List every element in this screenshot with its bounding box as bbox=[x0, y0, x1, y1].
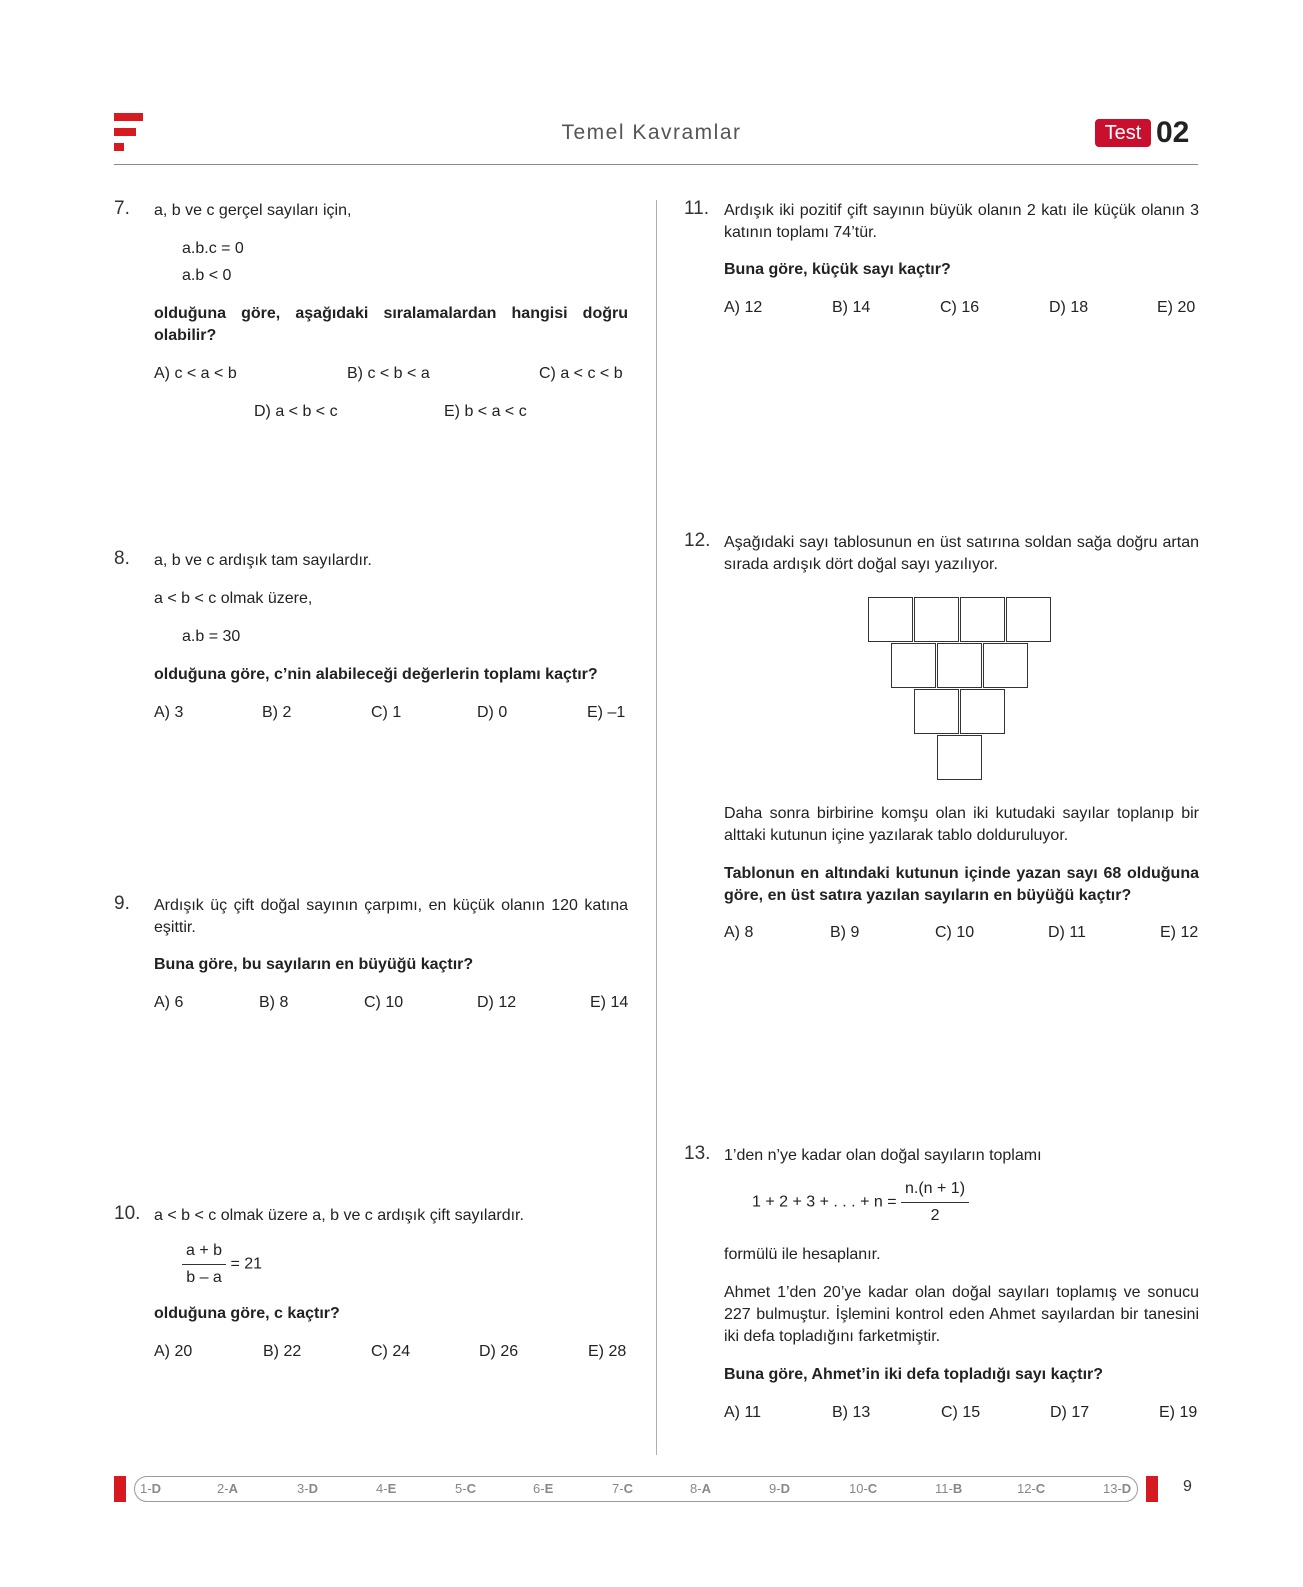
q13-number: 13. bbox=[684, 1143, 711, 1164]
pyramid-box bbox=[983, 643, 1028, 688]
q11-number: 11. bbox=[684, 198, 710, 219]
answer-key-answer: C bbox=[466, 1481, 476, 1496]
q11-choice-b: B) 14 bbox=[832, 299, 871, 316]
q13-intro: 1’den n’ye kadar olan doğal sayıların toplamı bbox=[724, 1147, 1042, 1164]
pyramid-box bbox=[1006, 597, 1051, 642]
q7-question: olduğuna göre, aşağıdaki sıralamalardan hangisi doğru olabilir? bbox=[154, 305, 628, 344]
q10-intro: a < b < c olmak üzere a, b ve c ardışık çift sayılardır. bbox=[154, 1207, 524, 1224]
q8-choice-e: E) –1 bbox=[587, 704, 626, 721]
answer-key-item bbox=[376, 1481, 396, 1496]
answer-key-question-number: 7- bbox=[612, 1481, 624, 1496]
q9-choice-b: B) 8 bbox=[259, 994, 289, 1011]
q13-formula-lhs: 1 + 2 + 3 + . . . + n = bbox=[752, 1193, 897, 1211]
q11-choice-e: E) 20 bbox=[1157, 299, 1196, 316]
column-divider bbox=[656, 200, 657, 1455]
q10-question: olduğuna göre, c kaçtır? bbox=[154, 1305, 340, 1322]
q9-question: Buna göre, bu sayıların en büyüğü kaçtır? bbox=[154, 956, 474, 973]
q10-number: 10. bbox=[114, 1203, 141, 1224]
q9-choice-c: C) 10 bbox=[364, 994, 404, 1011]
q7-choice-b: B) c < b < a bbox=[347, 365, 430, 382]
q11-question: Buna göre, küçük sayı kaçtır? bbox=[724, 261, 951, 278]
answer-key-answer: E bbox=[387, 1481, 397, 1496]
q7-number: 7. bbox=[114, 198, 130, 219]
pyramid-box bbox=[891, 643, 936, 688]
q10-fraction bbox=[182, 1240, 226, 1289]
q7-choice-e: E) b < a < c bbox=[444, 403, 527, 420]
answer-key-item bbox=[297, 1481, 318, 1496]
answer-key-question-number: 9- bbox=[769, 1481, 781, 1496]
answer-key-question-number: 12- bbox=[1017, 1481, 1036, 1496]
pyramid-box bbox=[937, 735, 982, 780]
q11-choice-c: C) 16 bbox=[940, 299, 980, 316]
answer-key-question-number: 1- bbox=[140, 1481, 152, 1496]
q7-choice-d: D) a < b < c bbox=[254, 403, 338, 420]
answer-key-question-number: 4- bbox=[376, 1481, 388, 1496]
q10-fraction-denominator: b – a bbox=[186, 1269, 222, 1286]
answer-key-bar bbox=[134, 1476, 1138, 1502]
q8-equation: a.b = 30 bbox=[182, 628, 241, 645]
q11-text: Ardışık iki pozitif çift sayının büyük olanın 2 katı ile küçük olanın 3 katının toplamı 74’tür. bbox=[724, 202, 1199, 241]
q8-number: 8. bbox=[114, 548, 130, 569]
number-pyramid-table bbox=[868, 597, 1053, 782]
q7-choice-a: A) c < a < b bbox=[154, 365, 237, 382]
answer-key-item bbox=[455, 1481, 476, 1496]
q10-choice-c: C) 24 bbox=[371, 1343, 411, 1360]
pyramid-box bbox=[914, 689, 959, 734]
answer-key-item bbox=[612, 1481, 633, 1496]
q10-choice-d: D) 26 bbox=[479, 1343, 519, 1360]
answer-key-answer: C bbox=[1035, 1481, 1046, 1496]
q11-choice-d: D) 18 bbox=[1049, 299, 1089, 316]
q8-intro: a, b ve c ardışık tam sayılardır. bbox=[154, 552, 372, 569]
q10-fraction-rhs: = 21 bbox=[230, 1255, 263, 1273]
q9-number: 9. bbox=[114, 893, 130, 914]
answer-key-answer: D bbox=[780, 1481, 790, 1496]
q8-question: olduğuna göre, c’nin alabileceği değerlerin toplamı kaçtır? bbox=[154, 666, 598, 683]
q10-choice-a: A) 20 bbox=[154, 1343, 193, 1360]
q12-question: Tablonun en altındaki kutunun içinde yazan sayı 68 olduğuna göre, en üst satıra yazılan sayıların en büyüğü kaçtır? bbox=[724, 865, 1199, 904]
pyramid-box bbox=[937, 643, 982, 688]
q8-choice-c: C) 1 bbox=[371, 704, 402, 721]
test-number: 02 bbox=[1156, 116, 1190, 149]
q8-condition: a < b < c olmak üzere, bbox=[154, 590, 313, 607]
answer-key-item bbox=[140, 1481, 161, 1496]
page-title: Temel Kavramlar bbox=[561, 121, 742, 144]
q8-choice-d: D) 0 bbox=[477, 704, 508, 721]
answer-key-answer: C bbox=[623, 1481, 633, 1496]
header-divider bbox=[114, 164, 1198, 165]
q9-choice-a: A) 6 bbox=[154, 994, 184, 1011]
q13-choice-e: E) 19 bbox=[1159, 1404, 1198, 1421]
q10-fraction-equation bbox=[182, 1240, 262, 1289]
answer-key-answer: C bbox=[867, 1481, 878, 1496]
q12-choice-d: D) 11 bbox=[1048, 924, 1086, 941]
q12-choice-b: B) 9 bbox=[830, 924, 860, 941]
answer-key-answer: D bbox=[308, 1481, 318, 1496]
pyramid-box bbox=[960, 597, 1005, 642]
logo-bar-top bbox=[114, 113, 143, 121]
answer-key-item bbox=[935, 1481, 962, 1496]
q13-choice-a: A) 11 bbox=[724, 1404, 762, 1421]
answer-key-item bbox=[1103, 1481, 1131, 1496]
answer-key-question-number: 5- bbox=[455, 1481, 467, 1496]
footer-red-block-left bbox=[114, 1476, 126, 1502]
answer-key-answer: D bbox=[1121, 1481, 1132, 1496]
q12-number: 12. bbox=[684, 530, 711, 551]
q12-choice-e: E) 12 bbox=[1160, 924, 1199, 941]
pyramid-box bbox=[914, 597, 959, 642]
q12-intro: Aşağıdaki sayı tablosunun en üst satırına soldan sağa doğru artan sırada ardışık dört doğal sayı yazılıyor. bbox=[724, 534, 1199, 573]
q7-condition-2: a.b < 0 bbox=[182, 267, 232, 284]
answer-key-question-number: 13- bbox=[1103, 1481, 1122, 1496]
q13-fraction bbox=[901, 1178, 969, 1227]
q13-text: Ahmet 1’den 20’ye kadar olan doğal sayıları toplamış ve sonucu 227 bulmuştur. İşlemini kontrol eden Ahmet sayılardan bir tanesini iki defa topladığını farketmiştir. bbox=[724, 1284, 1199, 1345]
answer-key-question-number: 8- bbox=[690, 1481, 702, 1496]
answer-key-item bbox=[690, 1481, 711, 1496]
q13-fraction-numerator: n.(n + 1) bbox=[901, 1178, 969, 1203]
q13-choice-c: C) 15 bbox=[941, 1404, 981, 1421]
q13-question: Buna göre, Ahmet’in iki defa topladığı sayı kaçtır? bbox=[724, 1366, 1104, 1383]
q13-choice-b: B) 13 bbox=[832, 1404, 871, 1421]
q13-fraction-denominator: 2 bbox=[930, 1207, 940, 1224]
q7-condition-1: a.b.c = 0 bbox=[182, 240, 244, 257]
q13-formula bbox=[752, 1178, 969, 1227]
q11-choice-a: A) 12 bbox=[724, 299, 763, 316]
q10-fraction-numerator: a + b bbox=[182, 1240, 226, 1265]
q9-text: Ardışık üç çift doğal sayının çarpımı, en küçük olanın 120 katına eşittir. bbox=[154, 897, 628, 936]
q9-choice-e: E) 14 bbox=[590, 994, 629, 1011]
answer-key-answer: B bbox=[952, 1481, 963, 1496]
q12-choice-a: A) 8 bbox=[724, 924, 754, 941]
answer-key-question-number: 6- bbox=[533, 1481, 545, 1496]
answer-key-question-number: 2- bbox=[217, 1481, 229, 1496]
pyramid-box bbox=[960, 689, 1005, 734]
answer-key-item bbox=[769, 1481, 790, 1496]
answer-key-question-number: 11- bbox=[935, 1481, 953, 1496]
answer-key-answer: A bbox=[701, 1481, 711, 1496]
q10-choice-b: B) 22 bbox=[263, 1343, 302, 1360]
pyramid-box bbox=[868, 597, 913, 642]
answer-key-question-number: 3- bbox=[297, 1481, 309, 1496]
q7-choice-c: C) a < c < b bbox=[539, 365, 623, 382]
page-number: 9 bbox=[1183, 1478, 1192, 1495]
q13-formula-note: formülü ile hesaplanır. bbox=[724, 1246, 881, 1263]
answer-key-item bbox=[217, 1481, 238, 1496]
answer-key-item bbox=[1017, 1481, 1045, 1496]
answer-key-item bbox=[849, 1481, 877, 1496]
answer-key-answer: A bbox=[228, 1481, 238, 1496]
answer-key-answer: D bbox=[151, 1481, 161, 1496]
q13-choice-d: D) 17 bbox=[1050, 1404, 1090, 1421]
q12-choice-c: C) 10 bbox=[935, 924, 975, 941]
q10-choice-e: E) 28 bbox=[588, 1343, 627, 1360]
answer-key-question-number: 10- bbox=[849, 1481, 868, 1496]
q9-choice-d: D) 12 bbox=[477, 994, 517, 1011]
q12-text: Daha sonra birbirine komşu olan iki kutudaki sayılar toplanıp bir alttaki kutunun içine yazılarak tablo dolduruluyor. bbox=[724, 805, 1199, 844]
test-badge: Test bbox=[1095, 119, 1151, 147]
q8-choice-b: B) 2 bbox=[262, 704, 292, 721]
answer-key-answer: E bbox=[544, 1481, 554, 1496]
q7-intro: a, b ve c gerçel sayıları için, bbox=[154, 202, 352, 219]
answer-key-item bbox=[533, 1481, 553, 1496]
footer-red-block-right bbox=[1146, 1476, 1158, 1502]
q8-choice-a: A) 3 bbox=[154, 704, 184, 721]
